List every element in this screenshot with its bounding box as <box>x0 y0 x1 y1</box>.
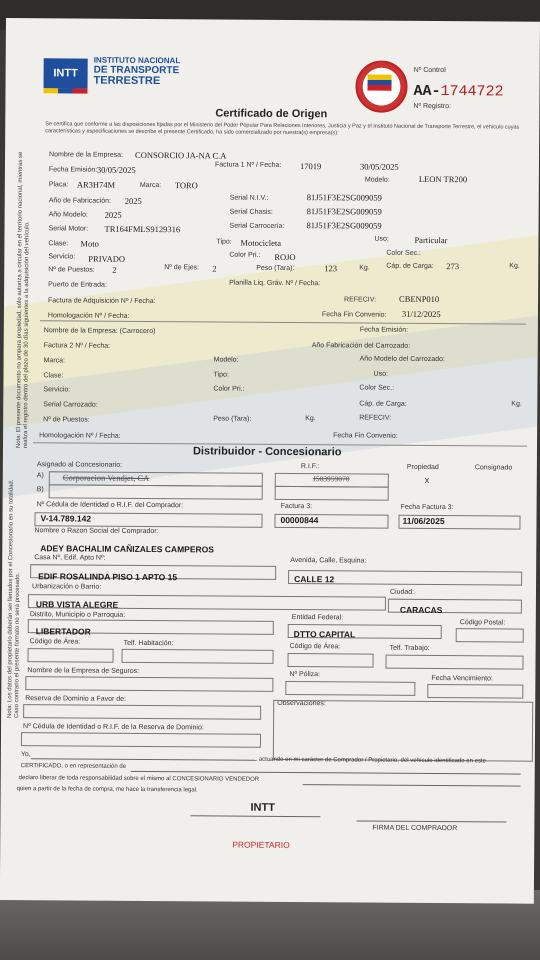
distribuidor-title: Distribuidor - Concesionario <box>192 445 342 459</box>
homologacion-label: Homologación Nº / Fecha: <box>47 312 130 320</box>
postal-field[interactable] <box>456 628 524 642</box>
anio-fab-label: Año de Fabricación: <box>48 197 112 205</box>
planilla-label: Planilla Liq. Gráv. Nº / Fecha: <box>229 279 321 288</box>
cedula-label: Nº Cédula de Identidad o R.I.F. del Comprador: <box>36 501 184 510</box>
institute-name <box>94 56 181 87</box>
declaro-text: declaro liberar de toda responsabilidad sobre el mismo al CONCESIONARIO VENDEDOR <box>18 775 260 783</box>
reserva-field[interactable] <box>23 704 261 720</box>
carrocero-servicio-label: Servicio: <box>43 386 71 394</box>
yo-label: Yo, <box>20 751 31 759</box>
carrocero-modelo-label: Modelo: <box>213 356 239 364</box>
color-pri-value: ROJO <box>274 251 296 263</box>
ciudad-value: CARACAS <box>399 604 443 616</box>
certificado-text: CERTIFICADO, o en representación de <box>20 763 127 770</box>
modelo-value: LEON TR200 <box>418 173 468 185</box>
anio-modelo-value: 2025 <box>104 209 122 220</box>
carrocero-empresa-label: Nombre de la Empresa: (Carrocero) <box>43 327 156 336</box>
niv-value: 81J51F3E2SG009059 <box>306 192 382 203</box>
propiedad-mark: x <box>424 474 430 485</box>
carrocero-anio-modelo-label: Año Modelo del Carrozado: <box>359 355 445 364</box>
ciudad-label: Ciudad: <box>389 588 415 596</box>
placa-label: Placa: <box>48 181 69 189</box>
ejes-value: 2 <box>212 263 217 274</box>
carrocero-clase-label: Clase: <box>43 372 64 380</box>
carroceria-label: Serial Carrocería: <box>229 222 285 230</box>
institute-line1: INSTITUTO NACIONAL <box>93 55 181 66</box>
concesionario-a-value: Corporacion Vendjet, CA <box>62 472 150 484</box>
ejes-label: Nº de Ejes: <box>164 264 200 272</box>
area2-field[interactable] <box>287 653 373 668</box>
vencimiento-label: Fecha Vencimiento: <box>431 674 493 683</box>
servicio-value: PRIVADO <box>88 253 126 264</box>
fin-convenio-label: Fecha Fin Convenio: <box>321 311 387 319</box>
entidad-label: Entidad Federal: <box>291 614 344 622</box>
adquisicion-label: Factura de Adquisición Nº / Fecha: <box>48 297 156 306</box>
consignado-label: Consignado <box>474 464 513 472</box>
institute-line2: DE TRANSPORTE <box>93 64 180 77</box>
puestos-value: 2 <box>112 264 117 275</box>
refeciv-label: REFECIV: <box>344 296 377 304</box>
empresa-label: Nombre de la Empresa: <box>49 151 123 159</box>
asignado-label: Asignado al Concesionario: <box>36 461 123 469</box>
certificate-document <box>0 18 540 904</box>
casa-value: EDIF ROSALINDA PISO 1 APTO 15 <box>38 571 178 583</box>
rif-b-field[interactable] <box>275 486 389 501</box>
logo-text: INTT <box>53 67 78 80</box>
postal-label: Código Postal: <box>459 619 506 627</box>
factura-label: Factura 1 Nº / Fecha: <box>214 161 282 169</box>
carrocero-uso-label: Uso: <box>373 370 388 378</box>
flag-icon <box>368 75 392 91</box>
observaciones-field[interactable] <box>273 700 533 762</box>
area1-field[interactable] <box>28 648 114 663</box>
empresa-value: CONSORCIO JA-NA C.A <box>135 149 227 161</box>
control-prefix: AA- <box>413 82 441 101</box>
propiedad-label: Propiedad <box>406 463 439 472</box>
chasis-value: 81J51F3E2SG009059 <box>306 206 382 217</box>
carrocero-marca-label: Marca: <box>43 357 66 365</box>
placa-value: AR3H74M <box>76 179 116 190</box>
rif-label: R.I.F.: <box>300 463 320 471</box>
tipo-label: Tipo: <box>216 238 232 246</box>
carrocero-color-sec-label: Color Sec.: <box>359 384 395 392</box>
area2-label: Código de Área: <box>289 642 341 651</box>
nombre-value: ADEY BACHALIM CAÑIZALES CAMPEROS <box>40 543 214 555</box>
side-note-1: Nota: El presente documento no ampara propiedad, sólo autoriza a circular en el territorio nacional, mientras se realiza el registro dentro del plazo de 30 días siguientes a la adquisición del vehículo. <box>15 151 31 449</box>
intt-signature-line <box>190 815 320 817</box>
carga-value: 273 <box>446 261 460 272</box>
institute-line3: TERRESTRE <box>93 74 161 88</box>
avenida-value: CALLE 12 <box>294 574 335 585</box>
carrocero-fin-convenio-label: Fecha Fin Convenio: <box>333 432 398 440</box>
carrocero-factura-label: Factura 2 Nº / Fecha: <box>43 342 111 350</box>
side-note-2: Nota: Los datos del propietario deberán ser llenados por el Concesionario en su totalidad. Caso contrario el presente formato no será procesado. <box>7 479 22 719</box>
rif-a-value: J503959070 <box>312 474 350 484</box>
telf-hab-label: Telf. Habitación: <box>123 639 174 648</box>
firma-label: FIRMA DEL COMPRADOR <box>372 824 458 833</box>
niv-label: Serial N.I.V.: <box>229 194 269 202</box>
carga-kg: Kg. <box>509 262 520 270</box>
factura3-value: 00000844 <box>280 514 319 526</box>
carrocero-carga-label: Cáp. de Carga: <box>359 400 407 408</box>
clase-label: Clase: <box>48 240 69 248</box>
concesionario-line <box>303 784 521 787</box>
urbanizacion-value: URB VISTA ALEGRE <box>35 599 119 610</box>
carrocero-carga-kg: Kg. <box>511 400 522 408</box>
carrocero-tipo-label: Tipo: <box>213 371 229 379</box>
clase-value: Moto <box>80 238 99 249</box>
fecha-factura3-value: 11/06/2025 <box>402 515 445 527</box>
entidad-value: DTTO CAPITAL <box>293 629 356 640</box>
uso-label: Uso: <box>374 235 389 243</box>
propietario-label: PROPIETARIO <box>232 839 290 851</box>
anio-fab-value: 2025 <box>124 195 142 206</box>
carrocero-peso-label: Peso (Tara): <box>213 415 252 423</box>
page-title: Certificado de Origen <box>215 107 328 121</box>
yo-line <box>31 758 257 761</box>
factura3-label: Factura 3: <box>280 502 313 511</box>
peso-label: Peso (Tara): <box>256 264 295 273</box>
puerto-label: Puerto de Entrada: <box>48 281 107 289</box>
observaciones-label: Observaciones: <box>277 699 326 708</box>
fecha-emision-value: 30/05/2025 <box>96 164 136 175</box>
carrocero-peso-kg: Kg. <box>305 415 316 423</box>
reserva-label: Reserva de Dominio a Favor de: <box>25 695 127 703</box>
urbanizacion-label: Urbanización o Barrio: <box>32 583 102 591</box>
marca-value: TORO <box>174 180 198 191</box>
logo-flag-stripe <box>43 88 87 93</box>
seguros-label: Nombre de la Empresa de Seguros: <box>27 667 140 675</box>
intt-footer: INTT <box>250 801 275 814</box>
tipo-value: Motocicleta <box>240 237 282 248</box>
motor-value: TR164FMLS9129316 <box>104 223 181 235</box>
concesionario-b-field[interactable] <box>49 484 263 499</box>
representacion-line <box>131 771 521 775</box>
avenida-label: Avenida, Calle, Esquina: <box>290 556 367 565</box>
carrocero-refeciv-label: REFECIV: <box>359 414 392 422</box>
peso-value: 123 <box>324 263 338 274</box>
modelo-label: Modelo: <box>364 176 390 184</box>
carrocero-serial-label: Serial Carrozado: <box>43 401 98 409</box>
refeciv-value: CBENP010 <box>399 293 440 305</box>
peso-kg: Kg. <box>359 264 370 272</box>
carroceria-value: 81J51F3E2SG009059 <box>306 220 382 231</box>
cedula-reserva-label: Nº Cédula de Identidad o R.I.F. de la Reserva de Dominio: <box>23 723 204 732</box>
fecha-emision-label: Fecha Emisión: <box>48 166 98 174</box>
color-sec-label: Color Sec.: <box>386 249 422 257</box>
carrocero-puestos-label: Nº de Puestos: <box>43 416 90 424</box>
fin-convenio-value: 31/12/2025 <box>401 308 441 320</box>
quien-text: quien a partir de la fecha de compra, me hace la transferencia legal. <box>16 786 198 794</box>
seguros-field[interactable] <box>25 676 273 692</box>
cedula-value: V-14.789.142 <box>40 513 92 524</box>
marca-label: Marca: <box>139 181 162 190</box>
nombre-label: Nombre o Razon Social del Comprador: <box>34 527 159 536</box>
control-digits: 1744722 <box>440 83 504 101</box>
intt-logo <box>44 58 88 88</box>
vencimiento-field[interactable] <box>427 684 523 699</box>
fecha-factura3-label: Fecha Factura 3: <box>400 503 454 512</box>
poliza-label: Nº Póliza: <box>289 670 321 679</box>
factura-fecha: 30/05/2025 <box>359 161 399 172</box>
cedula-reserva-field[interactable] <box>21 732 261 748</box>
uso-value: Particular <box>414 234 448 246</box>
actuando-text: actuando en mi carácter de Comprador / Propietario, del vehículo identificado en este <box>258 756 486 765</box>
puestos-label: Nº de Puestos: <box>48 266 95 274</box>
factura-num: 17019 <box>299 161 322 172</box>
registro-label: Nº Registro: <box>413 102 451 111</box>
carrocero-anio-fab-label: Año Fabricación del Carrozado: <box>311 342 411 350</box>
control-label: Nº Control <box>413 66 446 75</box>
carrocero-fecha-emision-label: Fecha Emisión: <box>359 326 409 334</box>
row-a-label: A) <box>36 472 44 480</box>
chasis-label: Serial Chasis: <box>229 208 273 216</box>
servicio-label: Servicio: <box>48 253 76 261</box>
motor-label: Serial Motor: <box>48 225 89 233</box>
area1-label: Código de Área: <box>29 638 81 646</box>
distrito-label: Distrito, Municipio o Parroquia: <box>29 611 126 619</box>
carga-label: Cáp. de Carga: <box>386 262 434 270</box>
firma-line <box>356 820 506 822</box>
poliza-field[interactable] <box>285 681 415 696</box>
control-number <box>413 83 503 101</box>
telf-trab-label: Telf. Trabajo: <box>389 644 430 652</box>
distrito-value: LIBERTADOR <box>35 626 91 637</box>
telf-hab-field[interactable] <box>122 649 274 664</box>
telf-trab-field[interactable] <box>385 655 523 670</box>
carrocero-homologacion-label: Homologación Nº / Fecha: <box>39 432 121 440</box>
color-pri-label: Color Pri.: <box>229 251 261 259</box>
anio-modelo-label: Año Modelo: <box>48 211 88 219</box>
casa-label: Casa Nº, Edif. Apto Nº: <box>34 554 106 562</box>
row-b-label: B) <box>36 486 44 494</box>
carrocero-color-pri-label: Color Pri.: <box>213 385 245 393</box>
intro-text: Se certifica que conforme a las disposiciones fijadas por el Ministerio del Poder Popular Para Relaciones Interiores, Justicia y Paz y el Instituto Nacional de Transporte Terrestre, el vehículo cuyas características y especificaciones se describe el presente Certificado, ha sido comercializado por nuestra(s) empresa(s): <box>45 121 520 137</box>
